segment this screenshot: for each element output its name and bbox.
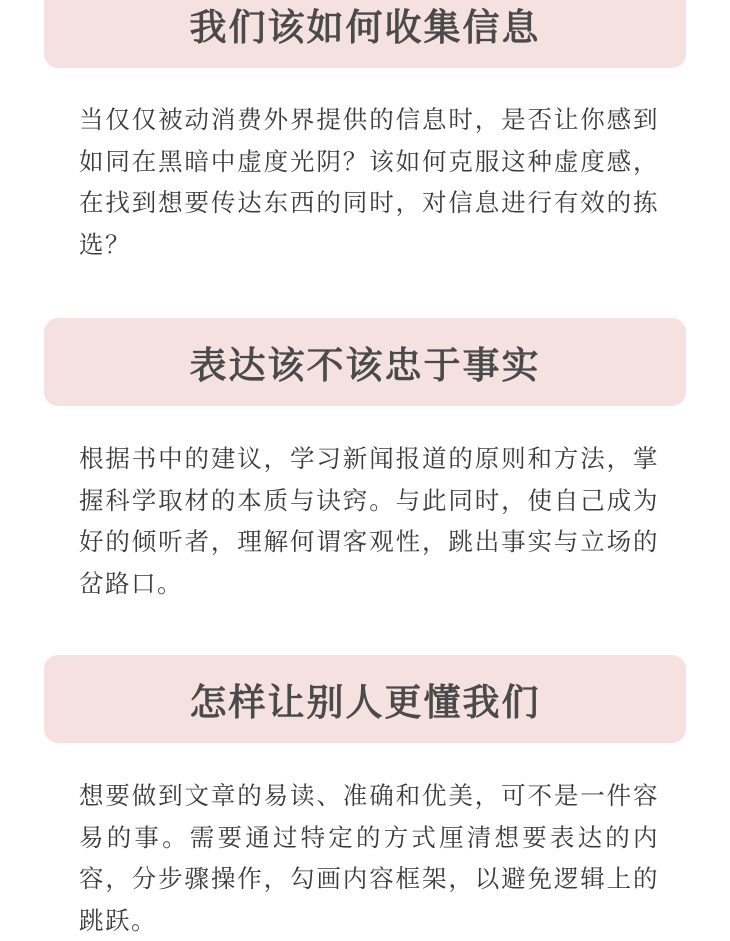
section-title: 怎样让别人更懂我们 xyxy=(189,681,541,724)
section-title: 我们该如何收集信息 xyxy=(189,6,541,49)
section-title: 表达该不该忠于事实 xyxy=(189,344,541,387)
section-body-collect-info: 当仅仅被动消费外界提供的信息时，是否让你感到如同在黑暗中虚度光阴？该如何克服这种虚度感，在找到想要传达东西的同时，对信息进行有效的拣选？ xyxy=(79,105,659,259)
section-body-understand: 想要做到文章的易读、准确和优美，可不是一件容易的事。需要通过特定的方式厘清想要表达的内容，分步骤操作，勾画内容框架，以避免逻辑上的跳跃。 xyxy=(79,781,659,935)
section-header-facts xyxy=(44,318,686,406)
section-header-collect-info xyxy=(44,0,686,68)
section-header-understand xyxy=(44,655,686,743)
section-body-facts: 根据书中的建议，学习新闻报道的原则和方法，掌握科学取材的本质与诀窍。与此同时，使自己成为好的倾听者，理解何谓客观性，跳出事实与立场的岔路口。 xyxy=(79,444,659,598)
